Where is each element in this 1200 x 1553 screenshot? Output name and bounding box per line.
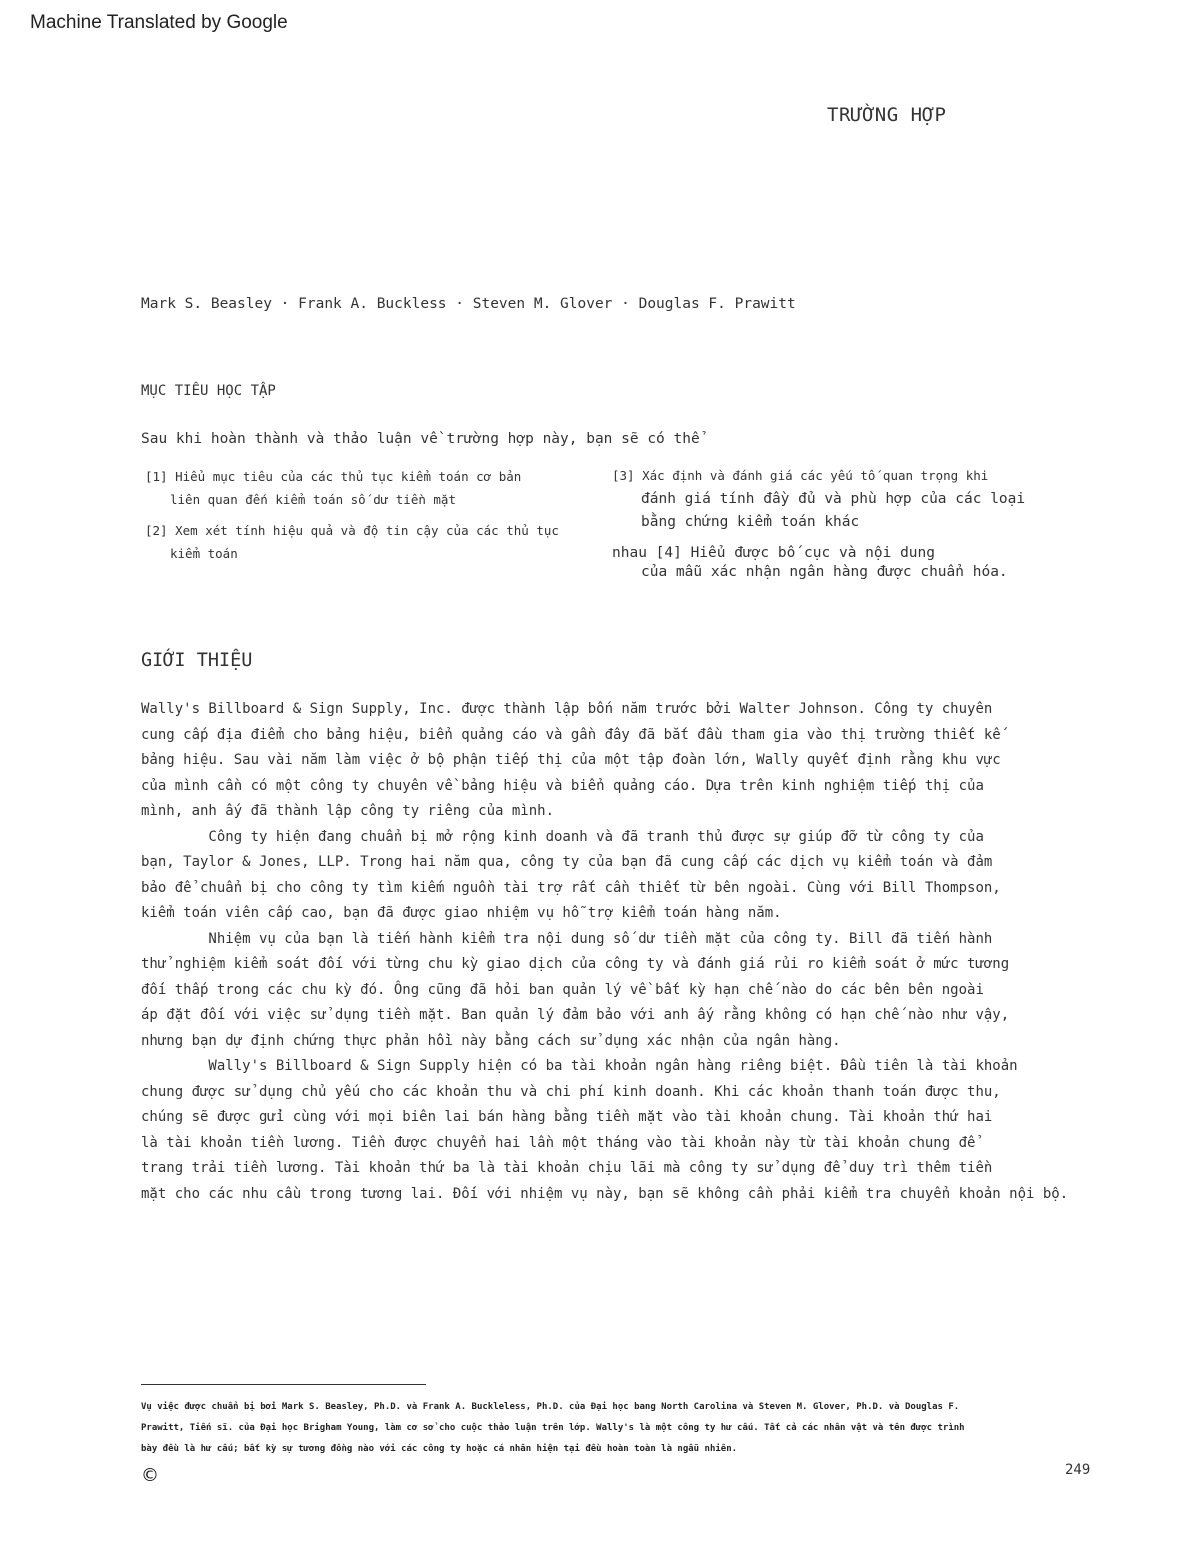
footnote xyxy=(141,1397,1141,1460)
objective-line: [3] Xác định và đánh giá các yếu tố quan trọng khi xyxy=(612,468,989,483)
body-line: Công ty hiện đang chuẩn bị mở rộng kinh doanh và đã tranh thủ được sự giúp đỡ từ công ty của xyxy=(141,828,984,845)
objectives-intro: Sau khi hoàn thành và thảo luận về trường hợp này, bạn sẽ có thể xyxy=(141,431,700,447)
body-line: cung cấp địa điểm cho bảng hiệu, biển quảng cáo và gần đây đã bắt đầu tham gia vào thị trường thiết kế xyxy=(141,726,1001,743)
body-line: của mình cần có một công ty chuyên về bảng hiệu và biển quảng cáo. Dựa trên kinh nghiệm tiếp thị của xyxy=(141,777,984,794)
body-line: chúng sẽ được gửi cùng với mọi biên lai bán hàng bằng tiền mặt vào tài khoản chung. Tài khoản thứ hai xyxy=(141,1109,993,1125)
intro-body xyxy=(141,697,1141,1207)
objective-line: nhau [4] Hiểu được bố cục và nội dung xyxy=(612,545,936,561)
objectives-heading: MỤC TIÊU HỌC TẬP xyxy=(141,383,276,399)
case-label: TRƯỜNG HỢP xyxy=(827,104,947,126)
body-line: Nhiệm vụ của bạn là tiến hành kiểm tra nội dung số dư tiền mặt của công ty. Bill đã tiến hành xyxy=(141,930,993,947)
body-line: kiểm toán viên cấp cao, bạn đã được giao nhiệm vụ hỗ trợ kiểm toán hàng năm. xyxy=(141,905,782,921)
objective-line: [2] Xem xét tính hiệu quả và độ tin cậy của các thủ tục xyxy=(145,523,559,538)
body-line: áp đặt đối với việc sử dụng tiền mặt. Ban quản lý đảm bảo với anh ấy rằng không có hạn chế nào như vậy, xyxy=(141,1007,1010,1023)
machine-translation-banner: Machine Translated by Google xyxy=(30,12,288,33)
objective-line: của mẫu xác nhận ngân hàng được chuẩn hóa. xyxy=(641,564,1008,580)
body-line: bảo để chuẩn bị cho công ty tìm kiếm nguồn tài trợ rất cần thiết từ bên ngoài. Cùng với Bill Thompson, xyxy=(141,879,1001,896)
body-line: Wally's Billboard & Sign Supply hiện có ba tài khoản ngân hàng riêng biệt. Đầu tiên là tài khoản xyxy=(141,1058,1018,1074)
footnote-line: Prawitt, Tiến sĩ. của Đại học Brigham Young, làm cơ sở cho cuộc thảo luận trên lớp. Wally's là một công ty hư cấu. Tất cả các nhân vật và tên được trình xyxy=(141,1423,965,1433)
author-list: Mark S. Beasley · Frank A. Buckless · Steven M. Glover · Douglas F. Prawitt xyxy=(141,296,796,312)
body-line: chung được sử dụng chủ yếu cho các khoản thu và chi phí kinh doanh. Khi các khoản thanh toán được thu, xyxy=(141,1083,1001,1100)
objective-line: kiểm toán xyxy=(170,546,238,561)
copyright-icon: © xyxy=(141,1465,159,1486)
body-line: mình, anh ấy đã thành lập công ty riêng của mình. xyxy=(141,803,555,819)
body-line: bạn, Taylor & Jones, LLP. Trong hai năm qua, công ty của bạn đã cung cấp các dịch vụ kiểm toán và đảm xyxy=(141,854,993,870)
body-line: thử nghiệm kiểm soát đối với từng chu kỳ giao dịch của công ty và đánh giá rủi ro kiểm soát ở mức tương xyxy=(141,956,1010,972)
body-line: Wally's Billboard & Sign Supply, Inc. được thành lập bốn năm trước bởi Walter Johnson. Công ty chuyên xyxy=(141,701,993,717)
objective-line: [1] Hiểu mục tiêu của các thủ tục kiểm toán cơ bản xyxy=(145,469,522,484)
page-number: 249 xyxy=(1065,1462,1091,1478)
body-line: nhưng bạn dự định chứng thực phản hồi này bằng cách sử dụng xác nhận của ngân hàng. xyxy=(141,1032,841,1049)
footnote-line: Vụ việc được chuẩn bị bởi Mark S. Beasley, Ph.D. và Frank A. Buckleless, Ph.D. của Đại học bang North Carolina và Steven M. Glover, Ph.D. và Douglas F. xyxy=(141,1402,960,1412)
footnote-line: bày đều là hư cấu; bất kỳ sự tương đồng nào với các công ty hoặc cá nhân hiện tại đều hoàn toàn là ngẫu nhiên. xyxy=(141,1444,738,1454)
objective-line: đánh giá tính đầy đủ và phù hợp của các loại xyxy=(641,491,1026,507)
objective-line: liên quan đến kiểm toán số dư tiền mặt xyxy=(170,492,456,507)
objective-line: bằng chứng kiểm toán khác xyxy=(641,514,860,530)
body-line: mặt cho các nhu cầu trong tương lai. Đối với nhiệm vụ này, bạn sẽ không cần phải kiểm tra chuyển khoản nội bộ. xyxy=(141,1185,1069,1202)
section-heading: GIỚI THIỆU xyxy=(141,650,253,671)
body-line: bảng hiệu. Sau vài năm làm việc ở bộ phận tiếp thị của một tập đoàn lớn, Wally quyết định rằng khu vực xyxy=(141,752,1001,768)
body-line: là tài khoản tiền lương. Tiền được chuyển hai lần một tháng vào tài khoản này từ tài khoản chung để xyxy=(141,1134,976,1151)
footnote-divider xyxy=(141,1384,426,1385)
body-line: đối thấp trong các chu kỳ đó. Ông cũng đã hỏi ban quản lý về bất kỳ hạn chế nào do các bên bên ngoài xyxy=(141,981,984,998)
body-line: trang trải tiền lương. Tài khoản thứ ba là tài khoản chịu lãi mà công ty sử dụng để duy trì thêm tiền xyxy=(141,1160,993,1176)
